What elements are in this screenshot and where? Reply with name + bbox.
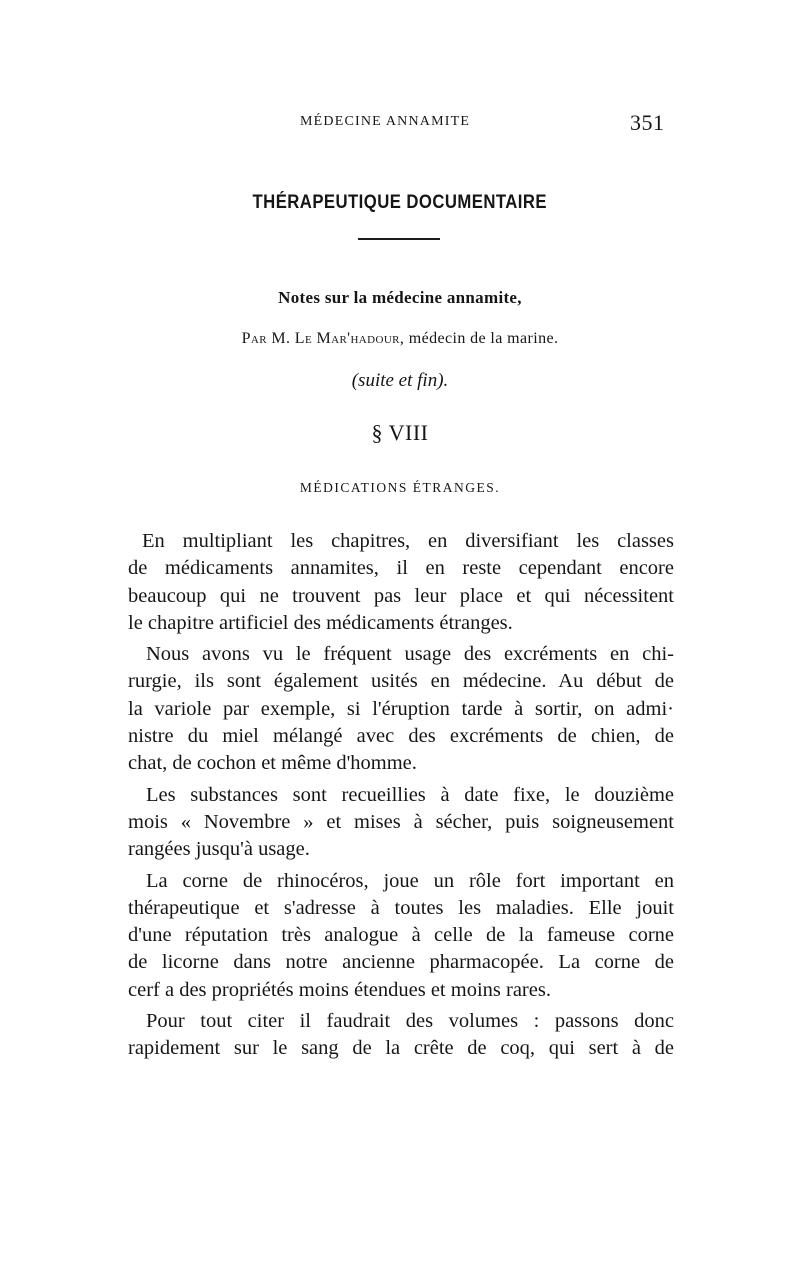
paragraph-3 (128, 782, 674, 864)
text-line: rangées jusqu'à usage. (128, 838, 310, 861)
text-line: beaucoup qui ne trouvent pas leur place et qui nécessitent (128, 584, 674, 607)
title-rule (358, 238, 440, 240)
text-line: de médicaments annamites, il en reste cependant encore (128, 557, 674, 580)
author-role: médecin de la marine. (408, 330, 559, 347)
text-line: de licorne dans notre ancienne pharmacopée. La corne de (128, 951, 674, 974)
text-line: rapidement sur le sang de la crête de coq, qui sert à de (128, 1037, 674, 1060)
paragraph-2 (128, 641, 674, 777)
running-head: MÉDECINE ANNAMITE (300, 114, 471, 129)
author-name: Par M. Le Mar'hadour, (241, 330, 405, 347)
text-line: En multipliant les chapitres, en diversifiant les classes (142, 530, 674, 552)
page-number: 351 (630, 110, 665, 135)
text-line: thérapeutique et s'adresse à toutes les maladies. Elle jouit (128, 896, 674, 919)
byline (0, 330, 800, 348)
paragraph-1 (128, 528, 674, 637)
paragraph-5 (128, 1008, 674, 1063)
text-line: Les substances sont recueillies à date fixe, le douzième (146, 783, 674, 806)
text-line: Nous avons vu le fréquent usage des excréments en chi- (146, 643, 674, 666)
continuation-note: (suite et fin). (351, 370, 449, 391)
text-line: d'une réputation très analogue à celle de la fameuse corne (128, 924, 674, 947)
body-text (128, 528, 674, 1067)
text-line: La corne de rhinocéros, joue un rôle fort important en (146, 869, 674, 892)
text-line: le chapitre artificiel des médicaments étranges. (128, 611, 513, 634)
chapter-subtitle: MÉDICATIONS ÉTRANGES. (299, 480, 501, 495)
text-line: la variole par exemple, si l'éruption tarde à sortir, on admi· (128, 697, 674, 720)
chapter-number: § VIII (371, 420, 429, 445)
article-title: Notes sur la médecine annamite, (278, 288, 522, 307)
text-line: cerf a des propriétés moins étendues et moins rares. (128, 978, 551, 1001)
paragraph-4 (128, 868, 674, 1004)
text-line: nistre du miel mélangé avec des excréments de chien, de (128, 725, 674, 748)
text-line: mois « Novembre » et mises à sécher, puis soigneusement (128, 810, 674, 833)
section-title: THÉRAPEUTIQUE DOCUMENTAIRE (252, 192, 547, 213)
text-line: rurgie, ils sont également usités en médecine. Au début de (128, 670, 674, 693)
text-line: chat, de cochon et même d'homme. (128, 752, 417, 775)
text-line: Pour tout citer il faudrait des volumes : passons donc (146, 1010, 674, 1033)
